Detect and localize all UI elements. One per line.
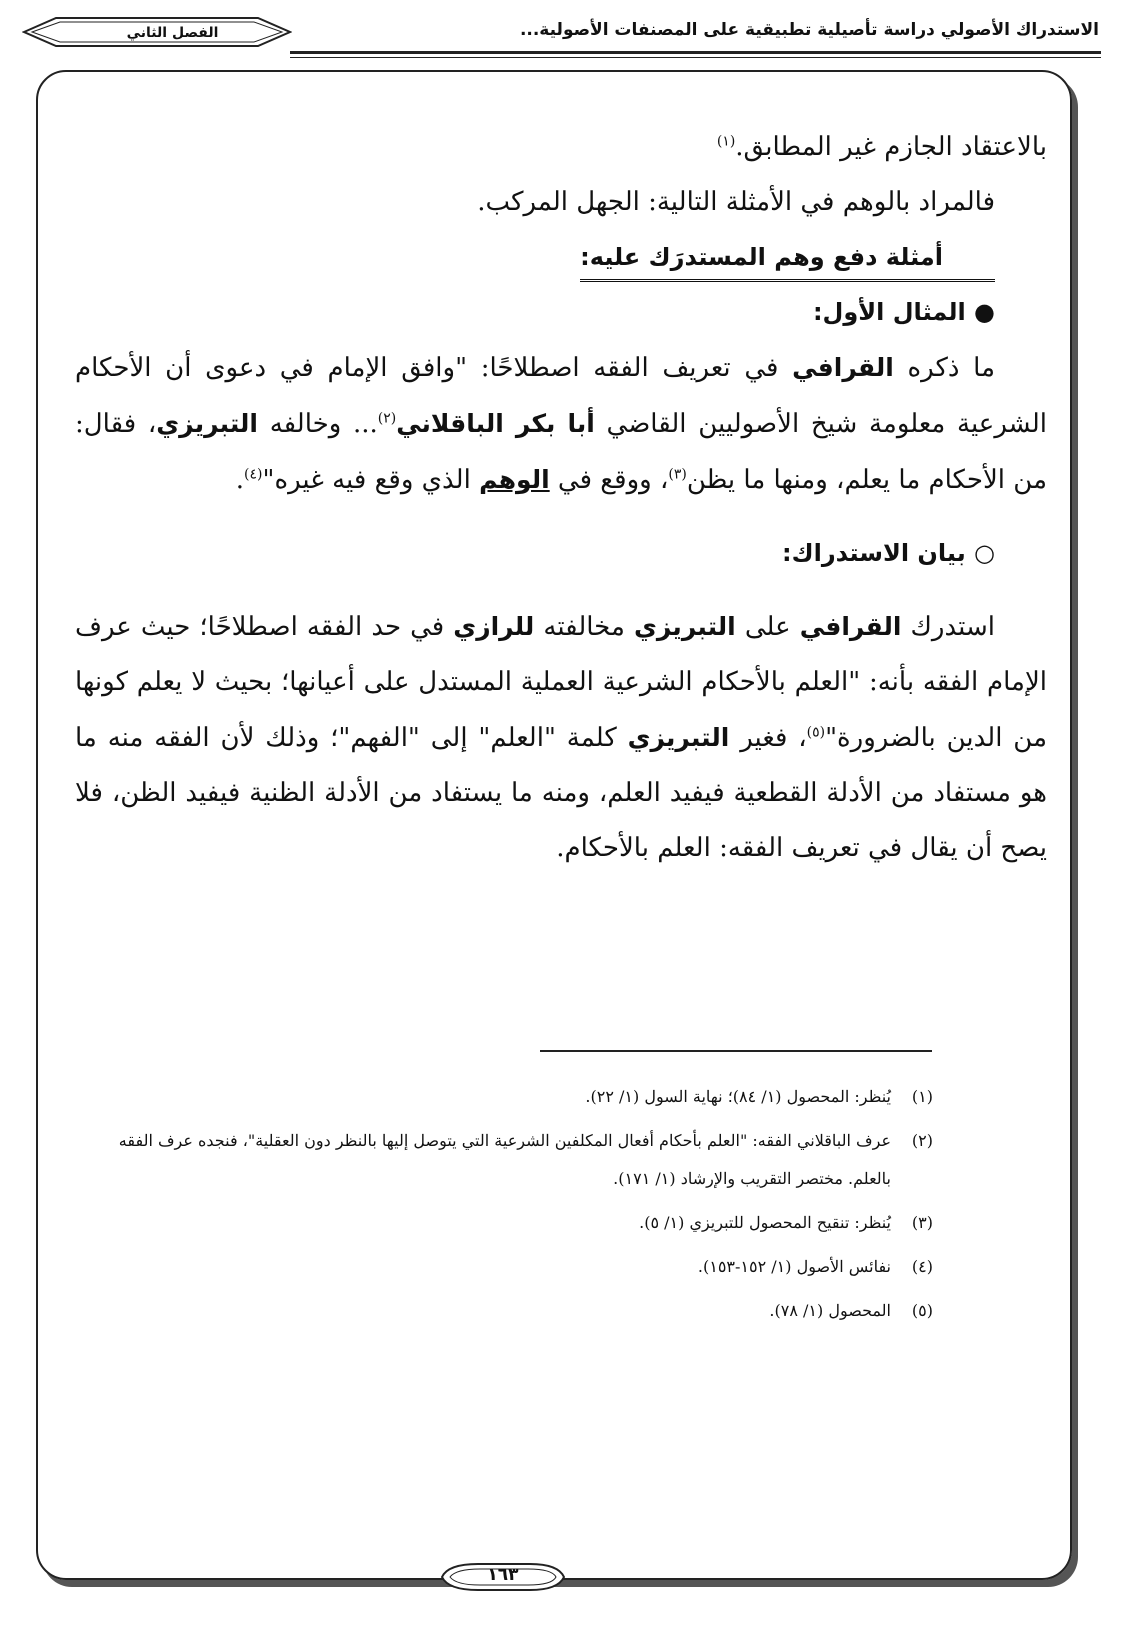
name-tabrizi: التبريزي bbox=[633, 612, 736, 641]
footnote-number: ( ٥ ) bbox=[912, 1292, 933, 1330]
footnote: ( ١ ) يُنظر: المحصول (١/ ٨٤)؛ نهاية السول (١/ ٢٢). bbox=[75, 1078, 933, 1116]
footnote-ref: (١) bbox=[716, 133, 736, 150]
running-title: الاستدراك الأصولي دراسة تأصيلية تطبيقية على المصنفات الأصولية... bbox=[519, 20, 1099, 40]
chapter-label: الفصل الثاني bbox=[126, 25, 219, 41]
footnote-ref: (٥) bbox=[806, 724, 826, 741]
footnote-separator bbox=[540, 1050, 932, 1052]
header-rule-thin bbox=[290, 57, 1101, 58]
name-tabrizi: التبريزي bbox=[627, 723, 730, 752]
name-razi: للرازي bbox=[453, 612, 535, 641]
footnote: ( ٥ ) المحصول (١/ ٧٨). bbox=[75, 1292, 933, 1330]
footnote-ref: (٤) bbox=[244, 466, 263, 483]
page-number: ١٦٣ bbox=[487, 1565, 519, 1585]
paragraph-example: ما ذكره القرافي في تعريف الفقه اصطلاحًا: "وافق الإمام في دعوى أن الأحكام الشرعية معلومة شيخ الأصوليين القاضي أبا بكر الباقلاني$^{(٢)}$... وخالفه التبريزي، فقال: من الأحكام ما يعلم، ومنها ما يظن$^{(٣)}$، ووقع في الوهم الذي وقع فيه غيره"$^{(٤)}$. bbox=[75, 353, 1048, 495]
footnote: ( ٣ ) يُنظر: تنقيح المحصول للتبريزي (١/ ٥). bbox=[75, 1204, 933, 1242]
name-tabrizi: التبريزي bbox=[156, 409, 259, 438]
term-wahm: الوهم bbox=[479, 465, 550, 494]
footnote-number: ( ٤ ) bbox=[912, 1248, 933, 1286]
section-heading-wrap bbox=[75, 230, 1047, 285]
footnote-ref: (٣) bbox=[668, 466, 687, 483]
footnote-number: ( ٢ ) bbox=[912, 1122, 933, 1160]
example-heading: ● المثال الأول: bbox=[812, 298, 995, 326]
main-text bbox=[75, 120, 1047, 876]
section-heading: أمثلة دفع وهم المستدرَك عليه: bbox=[580, 235, 995, 282]
footnote-ref: (٢) bbox=[377, 410, 397, 427]
footnote: ( ٤ ) نفائس الأصول (١/ ١٥٢-١٥٣). bbox=[75, 1248, 933, 1286]
name-baqillani: أبا بكر الباقلاني bbox=[396, 409, 595, 438]
footnotes bbox=[75, 1078, 933, 1336]
paragraph: بالاعتقاد الجازم غير المطابق.$^{(١)}$ bbox=[716, 132, 1047, 162]
paragraph: فالمراد بالوهم في الأمثلة التالية: الجهل المركب. bbox=[477, 187, 995, 217]
header-rule bbox=[290, 51, 1101, 54]
footnote-number: ( ١ ) bbox=[912, 1078, 933, 1116]
footnote-number: ( ٣ ) bbox=[912, 1204, 933, 1242]
name-qarafi: القرافي bbox=[799, 612, 902, 641]
istidrak-heading: ○ بيان الاستدراك: bbox=[782, 539, 995, 567]
name-qarafi: القرافي bbox=[792, 353, 894, 382]
footnote: ( ٢ ) عرف الباقلاني الفقه: "العلم بأحكام أفعال المكلفين الشرعية التي يتوصل إليها بالنظر دون العقلية"، فنجده عرف الفقه بالعلم. مختصر التقريب والإرشاد (١/ ١٧١). bbox=[75, 1122, 933, 1198]
paragraph-istidrak: استدرك القرافي على التبريزي مخالفته للرازي في حد الفقه اصطلاحًا؛ حيث عرف الإمام الفقه بأنه: "العلم بالأحكام الشرعية العملية المستدل على أعيانها؛ بحيث لا يعلم كونها من الدين بالضرورة"$^{(٥)}$، فغير التبريزي كلمة "العلم" إلى "الفهم"؛ وذلك لأن الفقه منه ما هو مستفاد من الأدلة القطعية فيفيد العلم، ومنه ما يستفاد من الأدلة الظنية فيفيد الظن، فلا يصح أن يقال في تعريف الفقه: العلم بالأحكام. bbox=[75, 612, 1048, 863]
